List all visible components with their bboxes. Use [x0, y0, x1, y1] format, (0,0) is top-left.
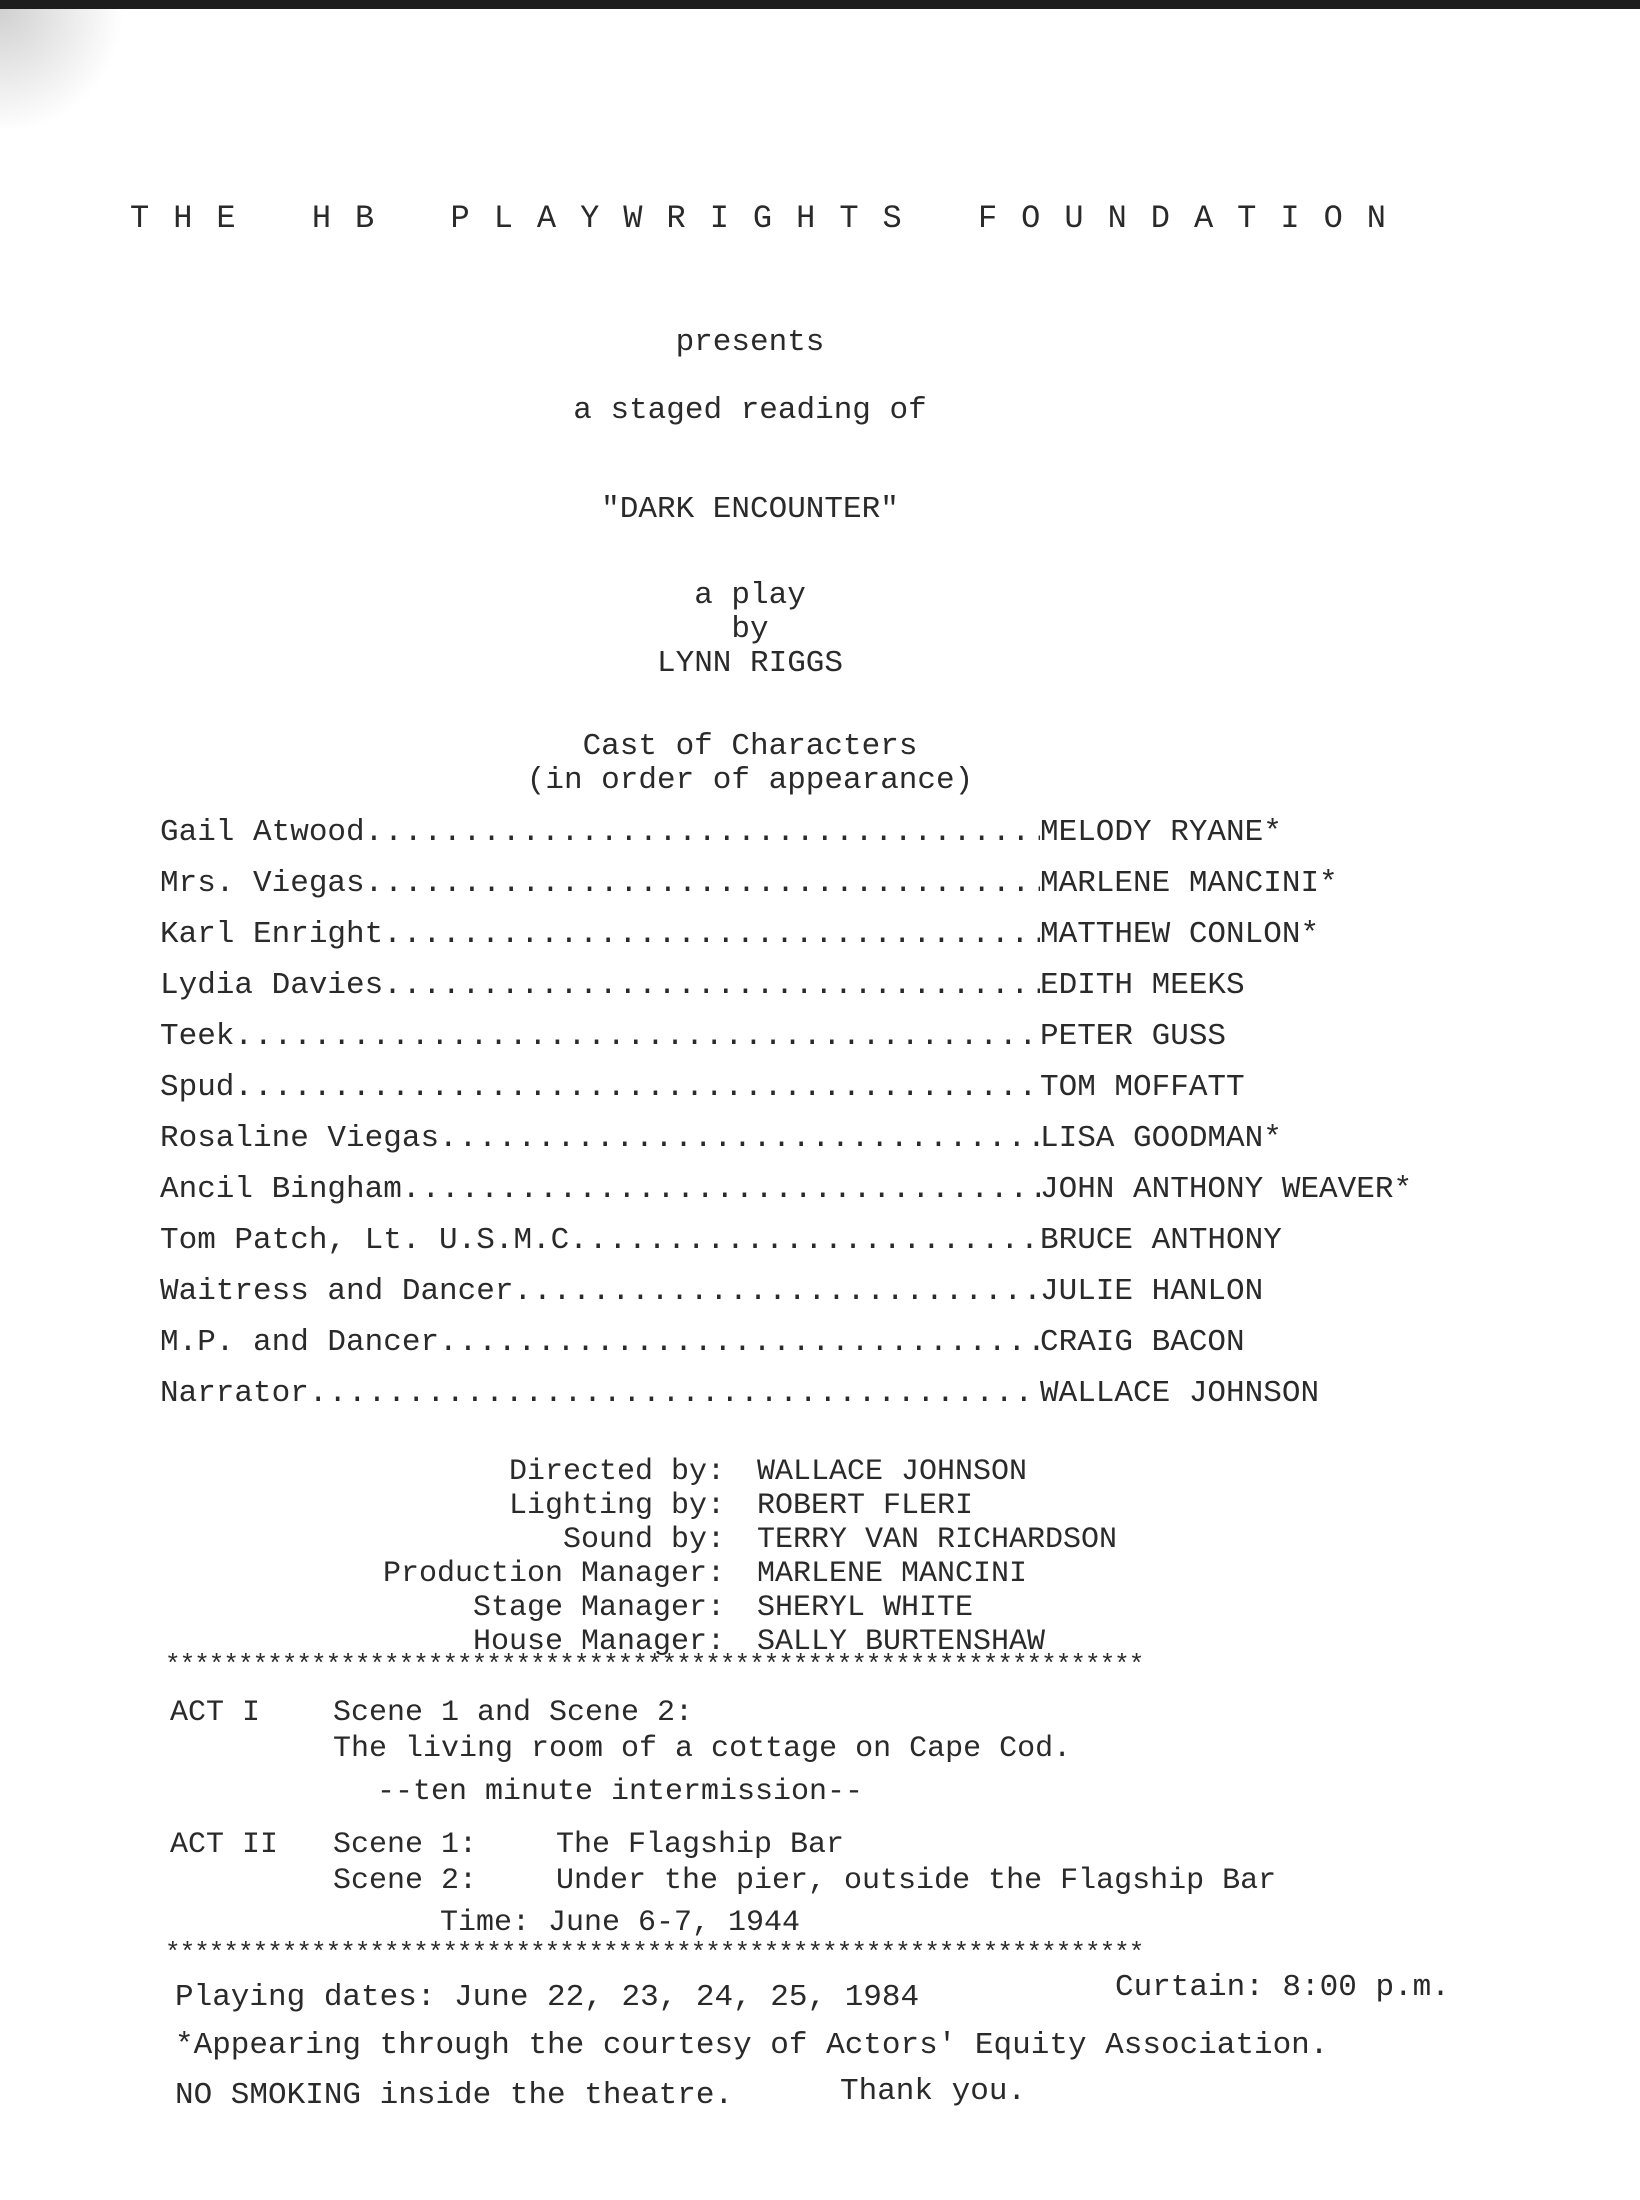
cast-list	[160, 815, 1460, 1427]
character-name: Teek	[160, 1019, 235, 1054]
actor-name: JOHN ANTHONY WEAVER*	[1040, 1172, 1413, 1207]
cast-row	[160, 1121, 1460, 1172]
cast-row	[160, 968, 1460, 1019]
dot-leader	[234, 1070, 1040, 1105]
act-one-label: ACT I	[170, 1696, 261, 1730]
credit-label: Production Manager:	[382, 1557, 725, 1591]
scan-top-edge	[0, 0, 1640, 9]
act-one-setting-row	[170, 1732, 1071, 1768]
credit-label: Stage Manager:	[472, 1591, 725, 1625]
actor-name: WALLACE JOHNSON	[1040, 1376, 1320, 1411]
credit-name: ROBERT FLERI	[757, 1489, 974, 1523]
character-name: M.P. and Dancer	[160, 1325, 440, 1360]
cast-row	[160, 1223, 1460, 1274]
dot-leader	[383, 968, 1040, 1003]
no-smoking-note: NO SMOKING inside the theatre.	[175, 2078, 734, 2113]
credit-label: House Manager:	[472, 1625, 725, 1659]
heading-word-playwrights: PLAYWRIGHTS	[450, 200, 926, 237]
heading-word-the: THE	[130, 200, 260, 237]
playing-dates: Playing dates: June 22, 23, 24, 25, 1984	[175, 1980, 920, 2015]
a-play-text: a play	[694, 578, 806, 613]
actor-name: TOM MOFFATT	[1040, 1070, 1245, 1105]
play-title: "DARK ENCOUNTER"	[601, 492, 899, 527]
actor-name: EDITH MEEKS	[1040, 968, 1245, 1003]
act-two-scene-two-row	[170, 1864, 1276, 1900]
credit-row	[300, 1557, 1117, 1591]
credit-label: Sound by:	[562, 1523, 725, 1557]
cast-row	[160, 866, 1460, 917]
cast-subheading: (in order of appearance)	[526, 763, 974, 798]
act-one-setting: The living room of a cottage on Cape Cod.	[333, 1732, 1072, 1766]
act-one-scenes: Scene 1 and Scene 2:	[333, 1696, 694, 1730]
scene-one-label: Scene 1:	[333, 1828, 478, 1862]
by-text: by	[731, 612, 769, 647]
time-setting: Time: June 6-7, 1944	[439, 1906, 801, 1940]
foundation-heading	[130, 200, 1410, 237]
dot-leader	[569, 1223, 1040, 1258]
dot-leader	[383, 917, 1040, 952]
cast-row	[160, 815, 1460, 866]
author-name: LYNN RIGGS	[656, 646, 844, 681]
dot-leader	[402, 1172, 1040, 1207]
credit-row	[300, 1489, 1117, 1523]
cast-row	[160, 1019, 1460, 1070]
asterisk-divider: *******************************************************************	[165, 1650, 1144, 1680]
actor-name: MARLENE MANCINI*	[1040, 866, 1338, 901]
credit-name: SALLY BURTENSHAW	[757, 1625, 1046, 1659]
curtain-time: Curtain: 8:00 p.m.	[1115, 1970, 1450, 2005]
credit-name: WALLACE JOHNSON	[757, 1455, 1028, 1489]
cast-row	[160, 917, 1460, 968]
dot-leader	[513, 1274, 1040, 1309]
actor-name: MATTHEW CONLON*	[1040, 917, 1320, 952]
character-name: Waitress and Dancer	[160, 1274, 514, 1309]
credit-name: MARLENE MANCINI	[757, 1557, 1028, 1591]
credit-row	[300, 1455, 1117, 1489]
cast-heading: Cast of Characters	[582, 729, 918, 764]
credit-row	[300, 1591, 1117, 1625]
credit-name: SHERYL WHITE	[757, 1591, 974, 1625]
dot-leader	[439, 1121, 1040, 1156]
presents-text: presents	[675, 325, 825, 360]
cast-row	[160, 1376, 1460, 1427]
character-name: Tom Patch, Lt. U.S.M.C	[160, 1223, 570, 1258]
equity-note: *Appearing through the courtesy of Actors' Equity Association.	[175, 2028, 1329, 2063]
dot-leader	[365, 866, 1040, 901]
actor-name: BRUCE ANTHONY	[1040, 1223, 1282, 1258]
heading-word-hb: HB	[311, 200, 399, 237]
actor-name: CRAIG BACON	[1040, 1325, 1245, 1360]
cast-row	[160, 1070, 1460, 1121]
act-two-row	[170, 1828, 1276, 1864]
character-name: Mrs. Viegas	[160, 866, 365, 901]
cast-row	[160, 1274, 1460, 1325]
actor-name: LISA GOODMAN*	[1040, 1121, 1282, 1156]
character-name: Narrator	[160, 1376, 309, 1411]
actor-name: PETER GUSS	[1040, 1019, 1227, 1054]
scan-corner-speckle	[0, 9, 130, 129]
credit-name: TERRY VAN RICHARDSON	[757, 1523, 1118, 1557]
cast-row	[160, 1172, 1460, 1223]
production-credits	[300, 1455, 1117, 1659]
act-two-label: ACT II	[170, 1828, 279, 1862]
character-name: Spud	[160, 1070, 235, 1105]
credit-row	[300, 1523, 1117, 1557]
dot-leader	[234, 1019, 1040, 1054]
credit-label: Directed by:	[508, 1455, 725, 1489]
dot-leader	[309, 1376, 1040, 1411]
dot-leader	[365, 815, 1040, 850]
act-two	[170, 1828, 1276, 1900]
thank-you: Thank you.	[840, 2074, 1027, 2109]
scene-one-setting: The Flagship Bar	[556, 1828, 845, 1862]
character-name: Rosaline Viegas	[160, 1121, 440, 1156]
credit-label: Lighting by:	[508, 1489, 725, 1523]
character-name: Karl Enright	[160, 917, 384, 952]
character-name: Ancil Bingham	[160, 1172, 402, 1207]
scene-two-setting: Under the pier, outside the Flagship Bar	[556, 1864, 1277, 1898]
actor-name: MELODY RYANE*	[1040, 815, 1282, 850]
scene-two-label: Scene 2:	[333, 1864, 478, 1898]
act-one-row	[170, 1696, 1071, 1732]
heading-word-foundation: FOUNDATION	[977, 200, 1410, 237]
act-one	[170, 1696, 1071, 1768]
dot-leader	[439, 1325, 1040, 1360]
staged-reading-text: a staged reading of	[573, 393, 927, 428]
intermission-note: --ten minute intermission--	[376, 1775, 864, 1809]
character-name: Gail Atwood	[160, 815, 365, 850]
asterisk-divider-bottom: *******************************************************************	[165, 1938, 1144, 1968]
cast-row	[160, 1325, 1460, 1376]
character-name: Lydia Davies	[160, 968, 384, 1003]
actor-name: JULIE HANLON	[1040, 1274, 1264, 1309]
